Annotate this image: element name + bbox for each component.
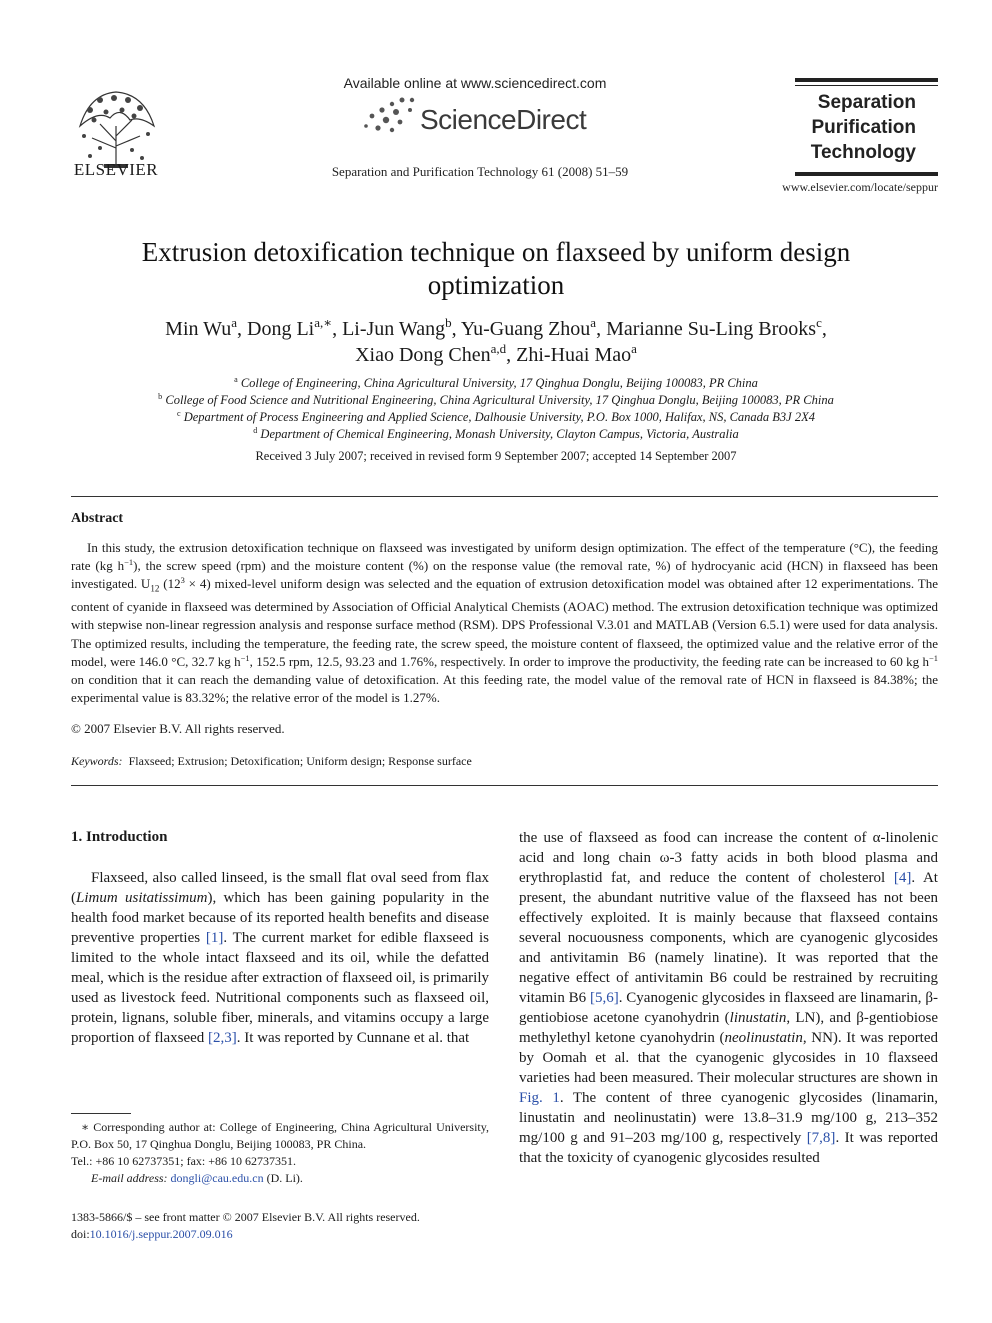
- divider: [71, 785, 938, 786]
- body-column-right: the use of flaxseed as food can increase the content of α-linolenic acid and long chain ω-3 fatty acids in both blood plasma and erythroplastid fat, and reduce the content of cholesterol [4]. At present, the abundant nutritive value of the flaxseed has not been effectively exploited. It is mainly because that flaxseed contains several nocuousness components, which are cyanogenic glycosides and antivitamin B6 (namely linatine). It was reported that the negative effect of antivitamin B6 could be restrained by recruiting vitamin B6 [5,6]. Cyanogenic glycosides in flaxseed are linamarin, β-gentiobiose acetone cyanohydrin (linustatin, LN), and β-gentiobiose methylethyl ketone cyanohydrin (neolinustatin, NN). It was reported by Oomah et al. that the cyanogenic glycosides in 10 flaxseed varieties had been measured. Their molecular structures are shown in Fig. 1. The content of three cyanogenic glycosides (linamarin, linustatin and neolinustatin) were 13.8–31.9 mg/100 g, 213–352 mg/100 g and 91–203 mg/100 g, respectively [7,8]. It was reported that the toxicity of cyanogenic glycosides resulted: [519, 830, 939, 1166]
- abstract-heading: Abstract: [71, 511, 124, 526]
- abstract-copyright: © 2007 Elsevier B.V. All rights reserved.: [71, 721, 285, 736]
- sciencedirect-wordmark: ScienceDirect: [420, 104, 587, 135]
- author-affil-mark[interactable]: a: [231, 315, 237, 331]
- author-name: Min Wu: [165, 318, 232, 340]
- citation-link[interactable]: [5,6]: [589, 990, 619, 1006]
- article-title: Extrusion detoxification technique on flaxseed by uniform design optimization: [141, 237, 851, 300]
- keywords-label: Keywords:: [71, 754, 123, 768]
- keywords-list: Flaxseed; Extrusion; Detoxification; Uniform design; Response surface: [128, 754, 472, 768]
- author-name: Yu-Guang Zhou: [460, 318, 591, 340]
- author-name: Li-Jun Wang: [342, 318, 446, 340]
- doi-line: doi:10.1016/j.seppur.2007.09.016: [71, 1227, 233, 1241]
- author-affil-mark[interactable]: a: [590, 315, 597, 331]
- doi-link[interactable]: 10.1016/j.seppur.2007.09.016: [89, 1227, 233, 1241]
- affiliation: $^a$ College of Engineering, China Agricultural University, 17 Qinghua Donglu, Beijing 100083, PR China: [234, 375, 758, 390]
- journal-logo-rule: [795, 78, 938, 82]
- journal-citation: Separation and Purification Technology 61 (2008) 51–59: [331, 164, 629, 179]
- divider: [71, 496, 938, 497]
- available-online-text[interactable]: Available online at www.sciencedirect.com: [343, 75, 607, 91]
- affiliation-list: [80, 375, 912, 443]
- author-name: Marianne Su-Ling Brooks: [606, 318, 817, 340]
- footnote-rule: [71, 1113, 131, 1114]
- email-link[interactable]: dongli@cau.edu.cn: [170, 1171, 264, 1185]
- citation-link[interactable]: [1]: [205, 930, 224, 946]
- contact-email: E-mail address: dongli@cau.edu.cn (D. Li).: [91, 1171, 303, 1185]
- affiliation: $^b$ College of Food Science and Nutritional Engineering, China Agricultural University, 17 Qinghua Donglu, Beijing 100083, PR China: [158, 392, 834, 407]
- contact-phone: Tel.: +86 10 62737351; fax: +86 10 62737351.: [71, 1154, 297, 1168]
- citation-link[interactable]: [2,3]: [208, 1030, 237, 1046]
- sciencedirect-dots-icon: [362, 96, 422, 136]
- journal-logo-line: Purification: [811, 117, 916, 138]
- author-affil-mark[interactable]: a,d: [490, 341, 507, 357]
- author-line: Xiao Dong Chen$^{a,d}$, Zhi-Huai Mao$^a$: [355, 341, 637, 366]
- author-affil-mark[interactable]: c: [816, 315, 822, 331]
- affiliation: $^c$ Department of Process Engineering and Applied Science, Dalhousie University, P.O. Box 1000, Halifax, NS, Canada B3J 2X4: [176, 409, 815, 424]
- author-affil-mark[interactable]: b: [445, 315, 452, 331]
- author-list: [80, 316, 912, 368]
- journal-logo: [795, 90, 938, 165]
- affiliation: $^d$ Department of Chemical Engineering, Monash University, Clayton Campus, Victoria, Australia: [253, 426, 739, 441]
- author-name: Dong Li: [247, 318, 315, 340]
- body-column-left: Flaxseed, also called linseed, is the small flat oval seed from flax (Limum usitatissimum), which has been gaining popularity in the health food market because of its reported health benefits and disease preventive properties [1]. The current market for edible flaxseed is limited to the whole intact flaxseed and its oil, while the defatted meal, which is the residue after extraction of flaxseed oil, is primarily used as livestock feed. Nutritional components such as flaxseed oil, protein, lignans, soluble fiber, minerals, and vitamins occupy a large proportion of flaxseed [2,3]. It was reported by Cunnane et al. that: [71, 870, 489, 1046]
- publisher-name: ELSEVIER: [73, 160, 159, 179]
- received-dates: Received 3 July 2007; received in revised form 9 September 2007; accepted 14 September 2007: [255, 449, 737, 463]
- author-name: Zhi-Huai Mao: [516, 344, 632, 366]
- citation-link[interactable]: [4]: [893, 870, 912, 886]
- journal-logo-rule: [795, 172, 938, 176]
- front-matter: [71, 1209, 420, 1243]
- author-affil-mark[interactable]: a: [631, 341, 637, 357]
- corresponding-author-note: ∗ Corresponding author at: College of Engineering, China Agricultural University, P.O. Box 50, 17 Qinghua Donglu, Beijing 100083, PR China.: [71, 1120, 489, 1151]
- issn-line: 1383-5866/$ – see front matter © 2007 Elsevier B.V. All rights reserved.: [71, 1210, 420, 1224]
- keywords: [71, 754, 472, 769]
- section-heading: 1. Introduction: [71, 829, 168, 845]
- journal-logo-rule: [795, 85, 938, 86]
- abstract-body: In this study, the extrusion detoxification technique on flaxseed was investigated by uniform design optimization. The effect of the temperature (°C), the feeding rate (kg $h^{-1}$), the screw speed (rpm) and the moisture content (%) on the response value (the removal rate, %) of hydrocyanic acid (HCN) in flaxseed has been investigated. $U_{12}$ $(12^3 \times 4)$ mixed-level uniform design was selected and the equation of extrusion detoxification model was obtained after 12 experimentations. The content of cyanide in flaxseed was determined by Association of Official Analytical Chemists (AOAC) method. The extrusion detoxification technique was optimized with stepwise non-linear regression analysis and response surface method (RSM). DPS Professional V.3.01 and MATLAB (Version 6.5.1) were used for data analysis. The optimized results, including the temperature, the feeding rate, the screw speed, the moisture content of flaxseed, the optimized value and the relative error of the model, were 146.0 °C, 32.7 kg $h^{-1}$, 152.5 rpm, 12.5, 93.23 and 1.76%, respectively. In order to improve the productivity, the feeding rate can be increased to 60 kg $h^{-1}$ on condition that it can reach the demanding value of detoxification. At this feeding rate, the model value of the removal rate of HCN in flaxseed is 84.38%; the experimental value is 83.32%; the relative error of the model is 1.27%.: [71, 540, 939, 706]
- journal-logo-line: Separation: [817, 92, 916, 113]
- author-affil-mark[interactable]: a,∗: [314, 315, 333, 331]
- journal-url[interactable]: www.elsevier.com/locate/seppur: [782, 180, 938, 194]
- author-name: Xiao Dong Chen: [355, 344, 491, 366]
- citation-link[interactable]: [7,8]: [806, 1130, 836, 1146]
- journal-logo-line: Technology: [810, 142, 916, 163]
- footnote: [71, 1119, 489, 1187]
- figure-link[interactable]: Fig. 1: [519, 1090, 560, 1106]
- author-line: Min Wu$^a$, Dong $Li^{a,∗}$, Li-Jun Wang$^b$, Yu-Guang Zhou$^a$, Marianne Su-Ling Brooks$^c$,: [165, 315, 827, 340]
